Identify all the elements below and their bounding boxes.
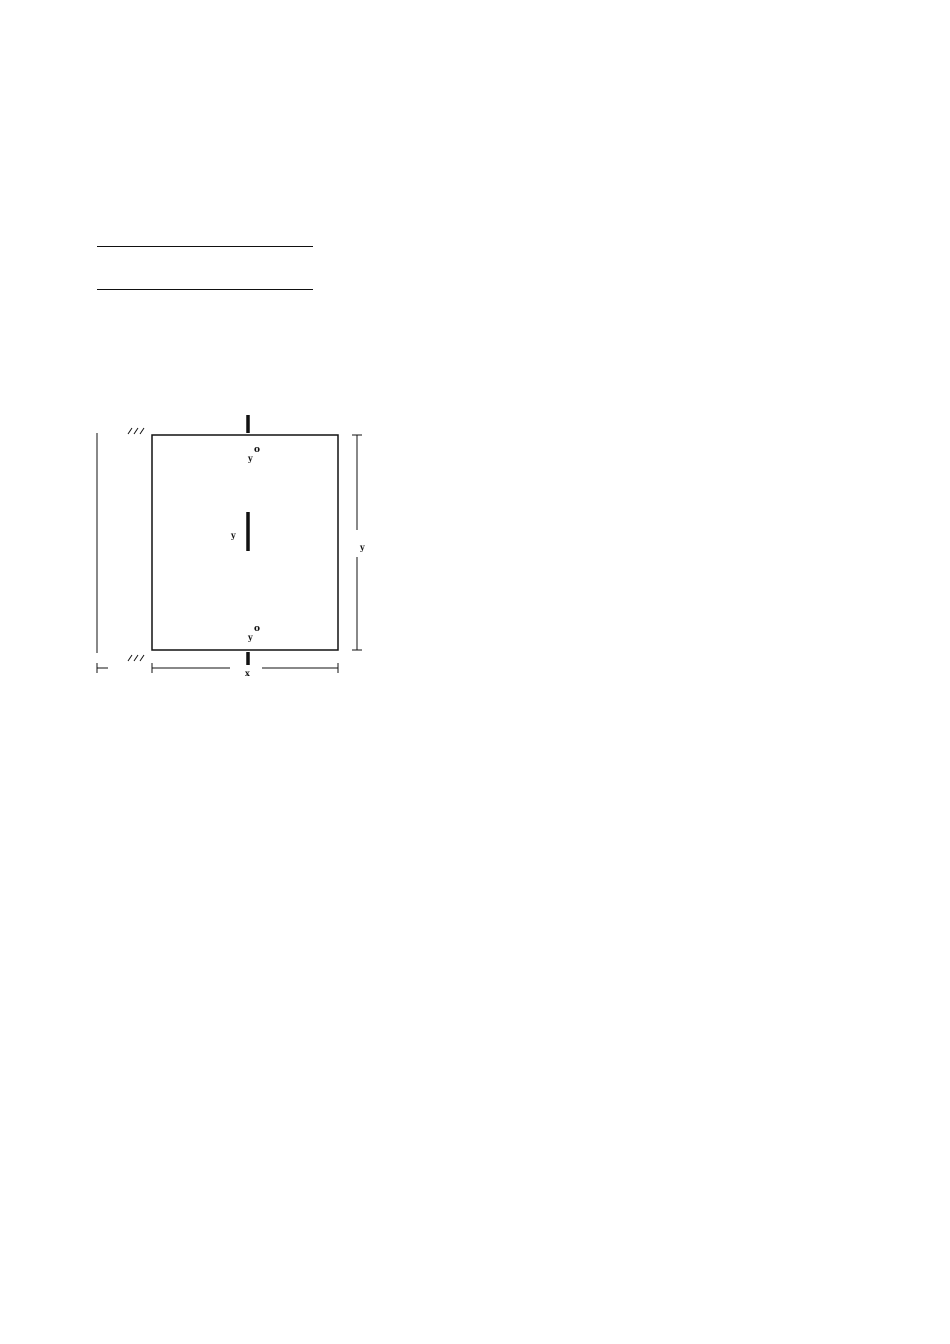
slab-diagram — [90, 405, 390, 685]
date-field — [205, 232, 313, 247]
project-info-row — [87, 212, 313, 252]
designer-info-row — [87, 255, 313, 295]
code-item-load — [118, 775, 157, 815]
rebar-info — [129, 1119, 138, 1159]
svg-text:y: y — [248, 453, 253, 463]
project-name-field — [97, 232, 205, 247]
svg-text:y: y — [248, 632, 253, 642]
svg-text:y: y — [360, 542, 365, 552]
designer-field — [97, 275, 205, 290]
svg-text:x: x — [245, 668, 250, 678]
svg-text:o: o — [254, 445, 261, 455]
checker-field — [205, 275, 313, 290]
svg-text:o: o — [254, 624, 261, 634]
svg-text:y: y — [231, 530, 236, 540]
concrete-info — [129, 1076, 138, 1116]
slab-outline — [152, 435, 338, 650]
code-item-concrete — [118, 818, 142, 858]
